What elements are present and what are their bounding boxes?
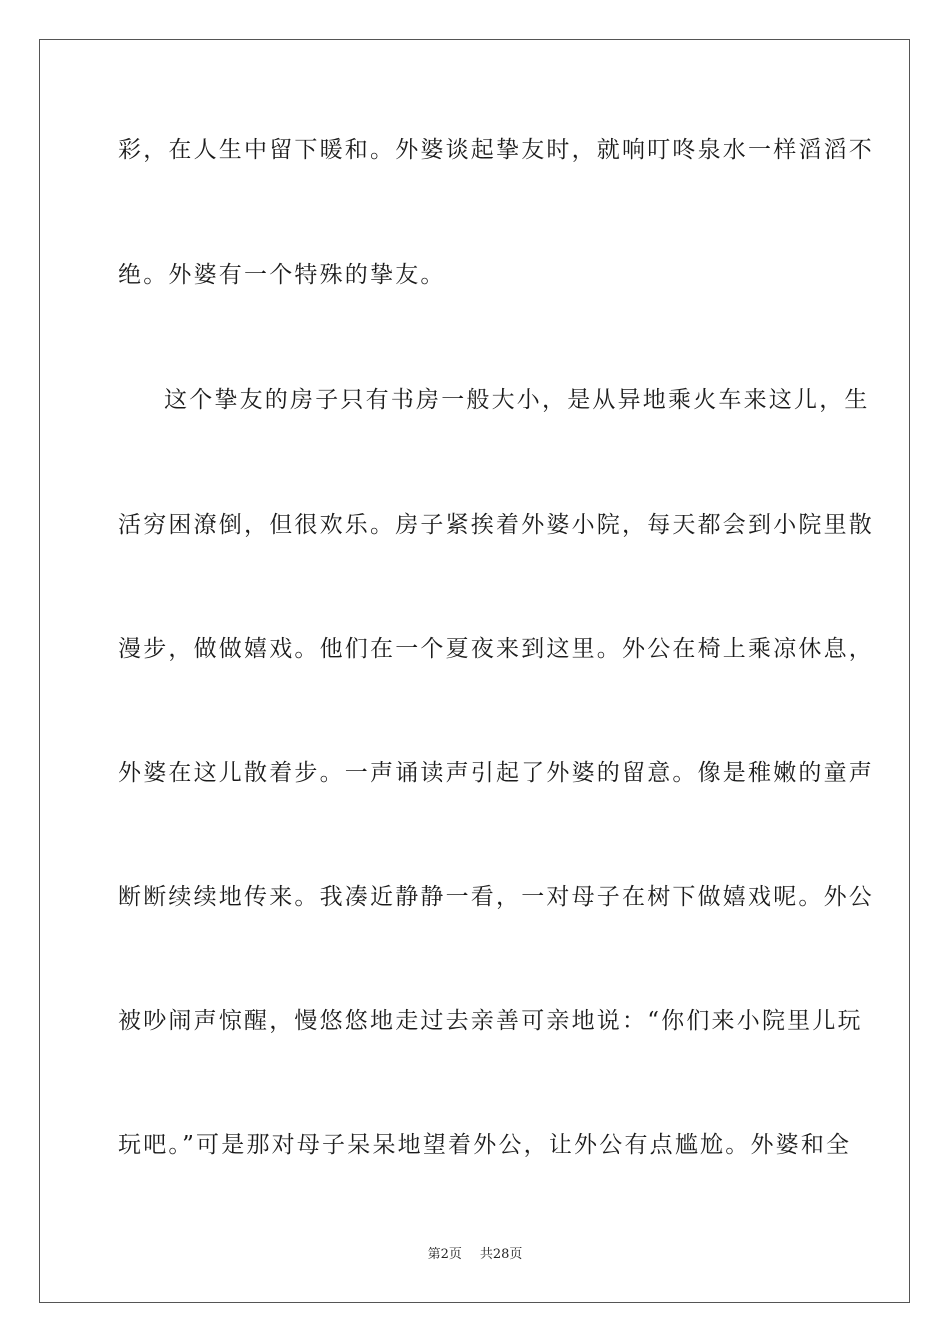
- page-number: 第2页: [427, 1247, 462, 1262]
- paragraph-line-4: 活穷困潦倒，但很欢乐。房子紧挨着外婆小院，每天都会到小院里散: [118, 512, 874, 538]
- paragraph-line-9: 玩吧。”可是那对母子呆呆地望着外公，让外公有点尴尬。外婆和全: [118, 1132, 852, 1158]
- paragraph-line-3: 这个挚友的房子只有书房一般大小，是从异地乘火车来这儿，生: [164, 387, 870, 413]
- paragraph-line-5: 漫步，做做嬉戏。他们在一个夏夜来到这里。外公在椅上乘凉休息，: [118, 636, 874, 662]
- paragraph-line-7: 断断续续地传来。我凑近静静一看，一对母子在树下做嬉戏呢。外公: [118, 884, 874, 910]
- paragraph-line-2: 绝。外婆有一个特殊的挚友。: [118, 262, 446, 288]
- page-border: [39, 39, 910, 1303]
- total-pages: 共28页: [479, 1247, 523, 1262]
- paragraph-line-1: 彩，在人生中留下暖和。外婆谈起挚友时，就响叮咚泉水一样滔滔不: [118, 137, 874, 163]
- paragraph-line-6: 外婆在这儿散着步。一声诵读声引起了外婆的留意。像是稚嫩的童声: [118, 760, 874, 786]
- paragraph-line-8: 被吵闹声惊醒，慢悠悠地走过去亲善可亲地说：“你们来小院里儿玩: [118, 1008, 863, 1034]
- page-footer: [0, 1246, 950, 1264]
